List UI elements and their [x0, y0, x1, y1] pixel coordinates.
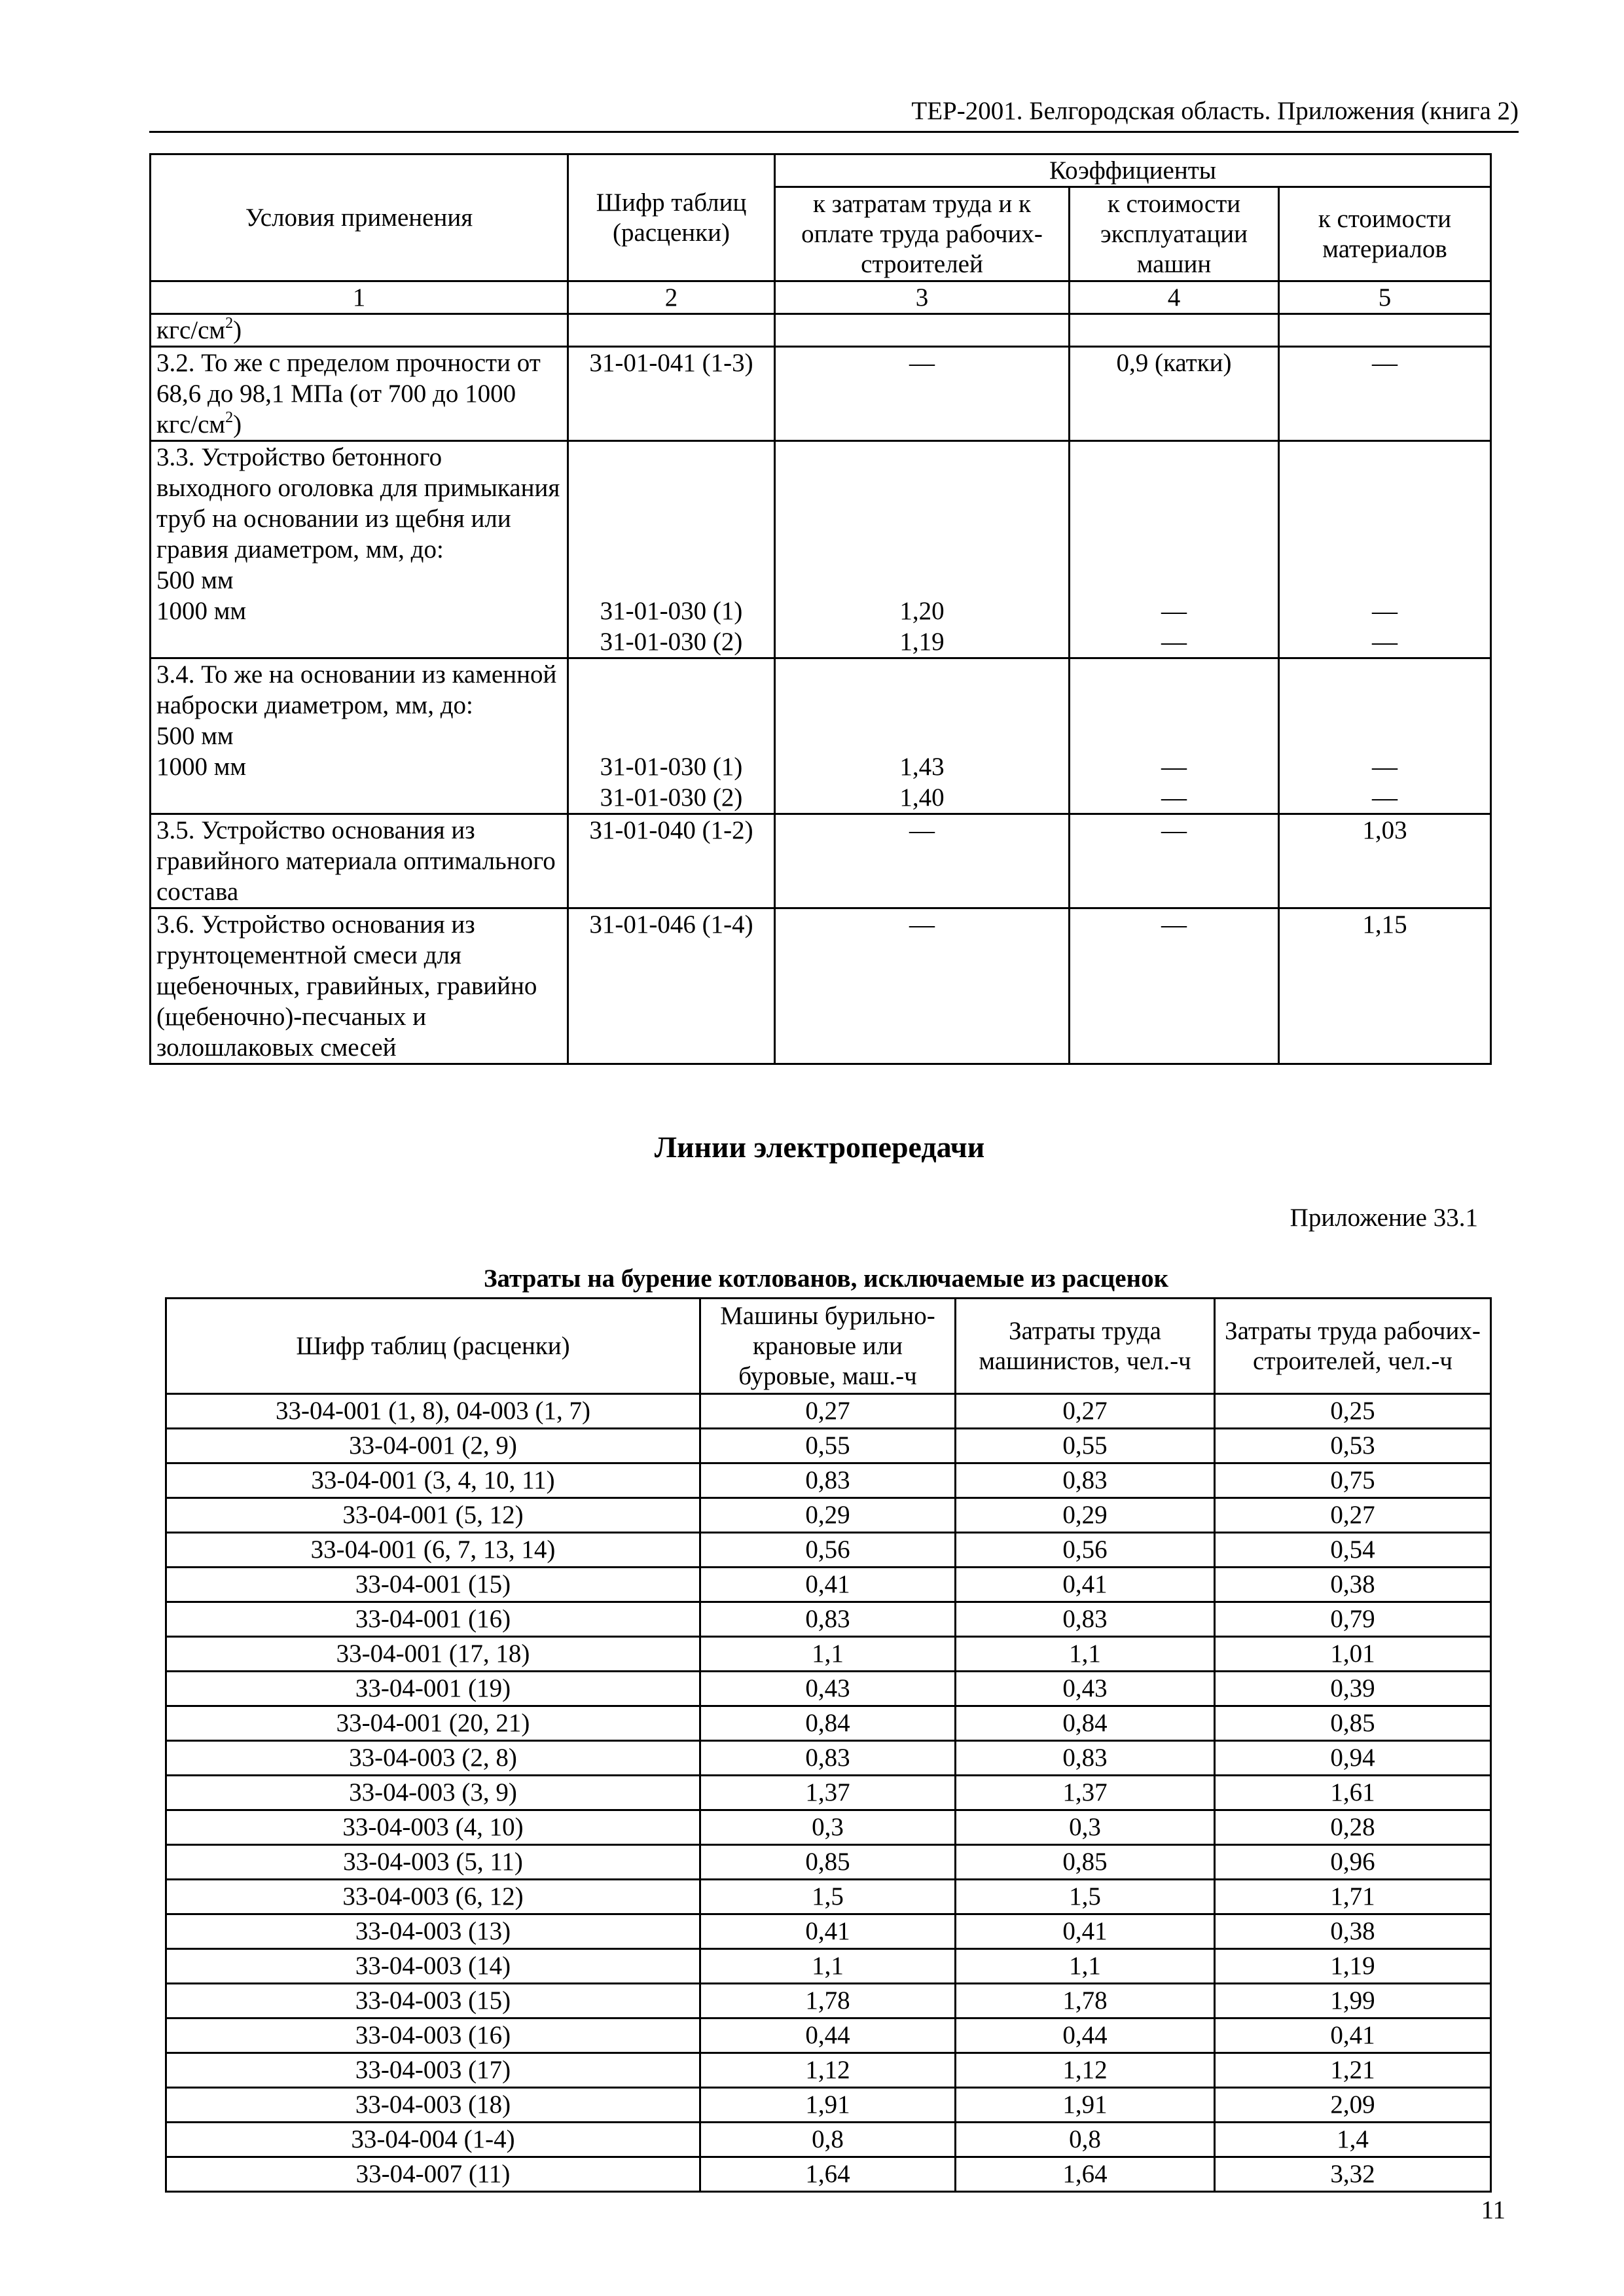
workers-cell: 0,39	[1215, 1672, 1491, 1706]
code-cell: 31-01-030 (1) 31-01-030 (2)	[568, 441, 775, 658]
workers-cell: 0,41	[1215, 2018, 1491, 2053]
code-cell: 31-01-041 (1-3)	[568, 347, 775, 441]
group-title: 3.4. То же на основании из каменной наброски диаметром, мм, до:	[156, 660, 557, 719]
machines-cell: 0,56	[700, 1533, 956, 1568]
workers-cell: 0,38	[1215, 1914, 1491, 1949]
workers-cell: 1,19	[1215, 1949, 1491, 1984]
code-cell: 33-04-003 (4, 10)	[166, 1810, 700, 1845]
table-row	[151, 314, 1491, 347]
table-row	[166, 2088, 1491, 2123]
operators-cell: 1,5	[956, 1880, 1215, 1914]
code-cell: 33-04-001 (19)	[166, 1672, 700, 1706]
col-number: 4	[1070, 281, 1279, 314]
operators-cell: 0,8	[956, 2123, 1215, 2157]
operators-cell: 0,83	[956, 1602, 1215, 1637]
workers-cell: 1,99	[1215, 1984, 1491, 2018]
coefficients-table	[149, 153, 1492, 1065]
page-header: ТЕР-2001. Белгородская область. Приложения (книга 2)	[149, 92, 1519, 133]
table-row	[151, 658, 1491, 814]
workers-cell: 2,09	[1215, 2088, 1491, 2123]
operators-cell: 0,29	[956, 1498, 1215, 1533]
operators-cell: 1,37	[956, 1776, 1215, 1810]
code-cell: 33-04-003 (5, 11)	[166, 1845, 700, 1880]
materials-cell	[1279, 314, 1491, 347]
condition-cell: 3.5. Устройство основания из гравийного материала оптимального состава	[151, 814, 568, 908]
machines-cell	[1070, 314, 1279, 347]
machines-cell: 0,43	[700, 1672, 956, 1706]
table-row	[166, 1984, 1491, 2018]
operators-cell: 0,3	[956, 1810, 1215, 1845]
workers-cell: 1,71	[1215, 1880, 1491, 1914]
table-row	[166, 1429, 1491, 1463]
workers-cell: 0,27	[1215, 1498, 1491, 1533]
materials-cell: — —	[1279, 441, 1491, 658]
operators-cell: 1,78	[956, 1984, 1215, 2018]
operators-cell: 1,1	[956, 1637, 1215, 1672]
materials-cell: 1,15	[1279, 908, 1491, 1064]
materials-cell: —	[1279, 347, 1491, 441]
size-label: 1000 мм	[156, 597, 247, 625]
table-row	[166, 1394, 1491, 1429]
code-cell: 33-04-001 (2, 9)	[166, 1429, 700, 1463]
code-cell: 31-01-040 (1-2)	[568, 814, 775, 908]
operators-cell: 0,43	[956, 1672, 1215, 1706]
workers-cell: 0,28	[1215, 1810, 1491, 1845]
machines-cell: 1,78	[700, 1984, 956, 2018]
operators-cell: 1,91	[956, 2088, 1215, 2123]
code-cell: 33-04-003 (3, 9)	[166, 1776, 700, 1810]
labor-cell: —	[775, 908, 1070, 1064]
header-workers: Затраты труда рабочих-строителей, чел.-ч	[1215, 1299, 1491, 1394]
condition-cell	[151, 658, 568, 814]
operators-cell: 0,85	[956, 1845, 1215, 1880]
machines-cell: — —	[1070, 441, 1279, 658]
workers-cell: 0,96	[1215, 1845, 1491, 1880]
code-cell: 33-04-003 (18)	[166, 2088, 700, 2123]
size-label: 500 мм	[156, 722, 234, 750]
workers-cell: 1,61	[1215, 1776, 1491, 1810]
table-row	[166, 1602, 1491, 1637]
operators-cell: 0,83	[956, 1463, 1215, 1498]
code-cell: 33-04-003 (14)	[166, 1949, 700, 1984]
labor-cell: 1,20 1,19	[775, 441, 1070, 658]
table-row	[166, 2157, 1491, 2192]
table-row	[166, 1672, 1491, 1706]
code-cell: 33-04-001 (6, 7, 13, 14)	[166, 1533, 700, 1568]
condition-cell	[151, 441, 568, 658]
table-row	[166, 1845, 1491, 1880]
code-cell: 33-04-003 (13)	[166, 1914, 700, 1949]
operators-cell: 0,84	[956, 1706, 1215, 1741]
code-cell: 33-04-001 (15)	[166, 1568, 700, 1602]
machines-cell: 0,44	[700, 2018, 956, 2053]
machines-cell: 1,1	[700, 1637, 956, 1672]
machines-cell: 0,27	[700, 1394, 956, 1429]
code-cell: 33-04-001 (16)	[166, 1602, 700, 1637]
table-row	[166, 2018, 1491, 2053]
machines-cell: 0,3	[700, 1810, 956, 1845]
code-cell: 33-04-001 (3, 4, 10, 11)	[166, 1463, 700, 1498]
machines-cell: 0,85	[700, 1845, 956, 1880]
workers-cell: 1,01	[1215, 1637, 1491, 1672]
machines-cell: 1,91	[700, 2088, 956, 2123]
workers-cell: 3,32	[1215, 2157, 1491, 2192]
machines-cell: 1,5	[700, 1880, 956, 1914]
operators-cell: 0,41	[956, 1914, 1215, 1949]
workers-cell: 0,79	[1215, 1602, 1491, 1637]
operators-cell: 0,55	[956, 1429, 1215, 1463]
machines-cell: 0,41	[700, 1568, 956, 1602]
drilling-costs-table	[165, 1297, 1492, 2193]
table-row	[166, 1706, 1491, 1741]
col-number: 5	[1279, 281, 1491, 314]
machines-cell: 1,64	[700, 2157, 956, 2192]
operators-cell: 1,12	[956, 2053, 1215, 2088]
machines-cell: 0,84	[700, 1706, 956, 1741]
table-row	[166, 1463, 1491, 1498]
code-cell: 33-04-003 (15)	[166, 1984, 700, 2018]
machines-cell: —	[1070, 908, 1279, 1064]
table-row	[166, 1914, 1491, 1949]
code-cell: 33-04-003 (16)	[166, 2018, 700, 2053]
table-row	[151, 347, 1491, 441]
table-row	[166, 1533, 1491, 1568]
operators-cell: 1,64	[956, 2157, 1215, 2192]
code-cell: 33-04-003 (17)	[166, 2053, 700, 2088]
machines-cell: 0,41	[700, 1914, 956, 1949]
header-machines: Машины бурильно-крановые или буровые, маш.-ч	[700, 1299, 956, 1394]
group-title: 3.3. Устройство бетонного выходного оголовка для примыкания труб на основании из щебня или гравия диаметром, мм, до:	[156, 443, 560, 564]
header-code: Шифр таблиц (расценки)	[568, 154, 775, 281]
operators-cell: 1,1	[956, 1949, 1215, 1984]
table-caption: Затраты на бурение котлованов, исключаемые из расценок	[483, 1265, 1169, 1293]
workers-cell: 0,54	[1215, 1533, 1491, 1568]
machines-cell: 0,83	[700, 1741, 956, 1776]
code-cell: 31-01-046 (1-4)	[568, 908, 775, 1064]
code-cell: 33-04-004 (1-4)	[166, 2123, 700, 2157]
code-cell: 33-04-007 (11)	[166, 2157, 700, 2192]
code-cell: 33-04-003 (2, 8)	[166, 1741, 700, 1776]
header-machines: к стоимости эксплуатации машин	[1070, 187, 1279, 281]
size-label: 500 мм	[156, 566, 234, 594]
machines-cell: 1,37	[700, 1776, 956, 1810]
workers-cell: 0,85	[1215, 1706, 1491, 1741]
workers-cell: 0,75	[1215, 1463, 1491, 1498]
table-row	[166, 1949, 1491, 1984]
code-cell: 33-04-003 (6, 12)	[166, 1880, 700, 1914]
table-row	[151, 908, 1491, 1064]
header-conditions: Условия применения	[151, 154, 568, 281]
table-row	[166, 1810, 1491, 1845]
table-row	[166, 1776, 1491, 1810]
code-cell: 33-04-001 (1, 8), 04-003 (1, 7)	[166, 1394, 700, 1429]
table-row	[166, 1568, 1491, 1602]
header-operators: Затраты труда машинистов, чел.-ч	[956, 1299, 1215, 1394]
condition-cell: кгс/$см^2$)	[151, 314, 568, 347]
machines-cell: 0,83	[700, 1463, 956, 1498]
condition-cell: 3.6. Устройство основания из грунтоцементной смеси для щебеночных, гравийных, гравийно (щебеночно)-песчаных и золошлаковых смесей	[151, 908, 568, 1064]
labor-cell: 1,43 1,40	[775, 658, 1070, 814]
machines-cell: 1,1	[700, 1949, 956, 1984]
operators-cell: 0,41	[956, 1568, 1215, 1602]
table-row	[151, 814, 1491, 908]
machines-cell: 0,8	[700, 2123, 956, 2157]
workers-cell: 1,4	[1215, 2123, 1491, 2157]
col-number: 2	[568, 281, 775, 314]
col-number: 3	[775, 281, 1070, 314]
code-cell	[568, 314, 775, 347]
workers-cell: 1,21	[1215, 2053, 1491, 2088]
operators-cell: 0,44	[956, 2018, 1215, 2053]
machines-cell: — —	[1070, 658, 1279, 814]
machines-cell: 0,29	[700, 1498, 956, 1533]
header-coefficients: Коэффициенты	[775, 154, 1491, 187]
page-number: 11	[1481, 2196, 1506, 2224]
table-row	[166, 1637, 1491, 1672]
code-cell: 31-01-030 (1) 31-01-030 (2)	[568, 658, 775, 814]
appendix-label: Приложение 33.1	[1290, 1204, 1478, 1232]
col-number: 1	[151, 281, 568, 314]
condition-cell: 3.2. То же с пределом прочности от 68,6 до 98,1 МПа (от 700 до 1000 кгс/$см^2$)	[151, 347, 568, 441]
workers-cell: 0,25	[1215, 1394, 1491, 1429]
operators-cell: 0,83	[956, 1741, 1215, 1776]
header-materials: к стоимости материалов	[1279, 187, 1491, 281]
code-cell: 33-04-001 (5, 12)	[166, 1498, 700, 1533]
machines-cell: 0,55	[700, 1429, 956, 1463]
table-row	[166, 1880, 1491, 1914]
workers-cell: 0,53	[1215, 1429, 1491, 1463]
machines-cell: —	[1070, 814, 1279, 908]
code-cell: 33-04-001 (17, 18)	[166, 1637, 700, 1672]
table-row	[166, 1741, 1491, 1776]
table-row	[166, 2053, 1491, 2088]
workers-cell: 0,94	[1215, 1741, 1491, 1776]
machines-cell: 0,9 (катки)	[1070, 347, 1279, 441]
machines-cell: 0,83	[700, 1602, 956, 1637]
table-row	[166, 1498, 1491, 1533]
table-body	[166, 1394, 1491, 2192]
size-label: 1000 мм	[156, 753, 247, 781]
workers-cell: 0,38	[1215, 1568, 1491, 1602]
labor-cell: —	[775, 814, 1070, 908]
code-cell: 33-04-001 (20, 21)	[166, 1706, 700, 1741]
labor-cell: —	[775, 347, 1070, 441]
header-labor: к затратам труда и к оплате труда рабочих-строителей	[775, 187, 1070, 281]
materials-cell: 1,03	[1279, 814, 1491, 908]
header-code: Шифр таблиц (расценки)	[166, 1299, 700, 1394]
section-title: Линии электропередачи	[654, 1130, 985, 1164]
table-row	[166, 2123, 1491, 2157]
operators-cell: 0,56	[956, 1533, 1215, 1568]
labor-cell	[775, 314, 1070, 347]
table-row	[151, 441, 1491, 658]
machines-cell: 1,12	[700, 2053, 956, 2088]
materials-cell: — —	[1279, 658, 1491, 814]
operators-cell: 0,27	[956, 1394, 1215, 1429]
